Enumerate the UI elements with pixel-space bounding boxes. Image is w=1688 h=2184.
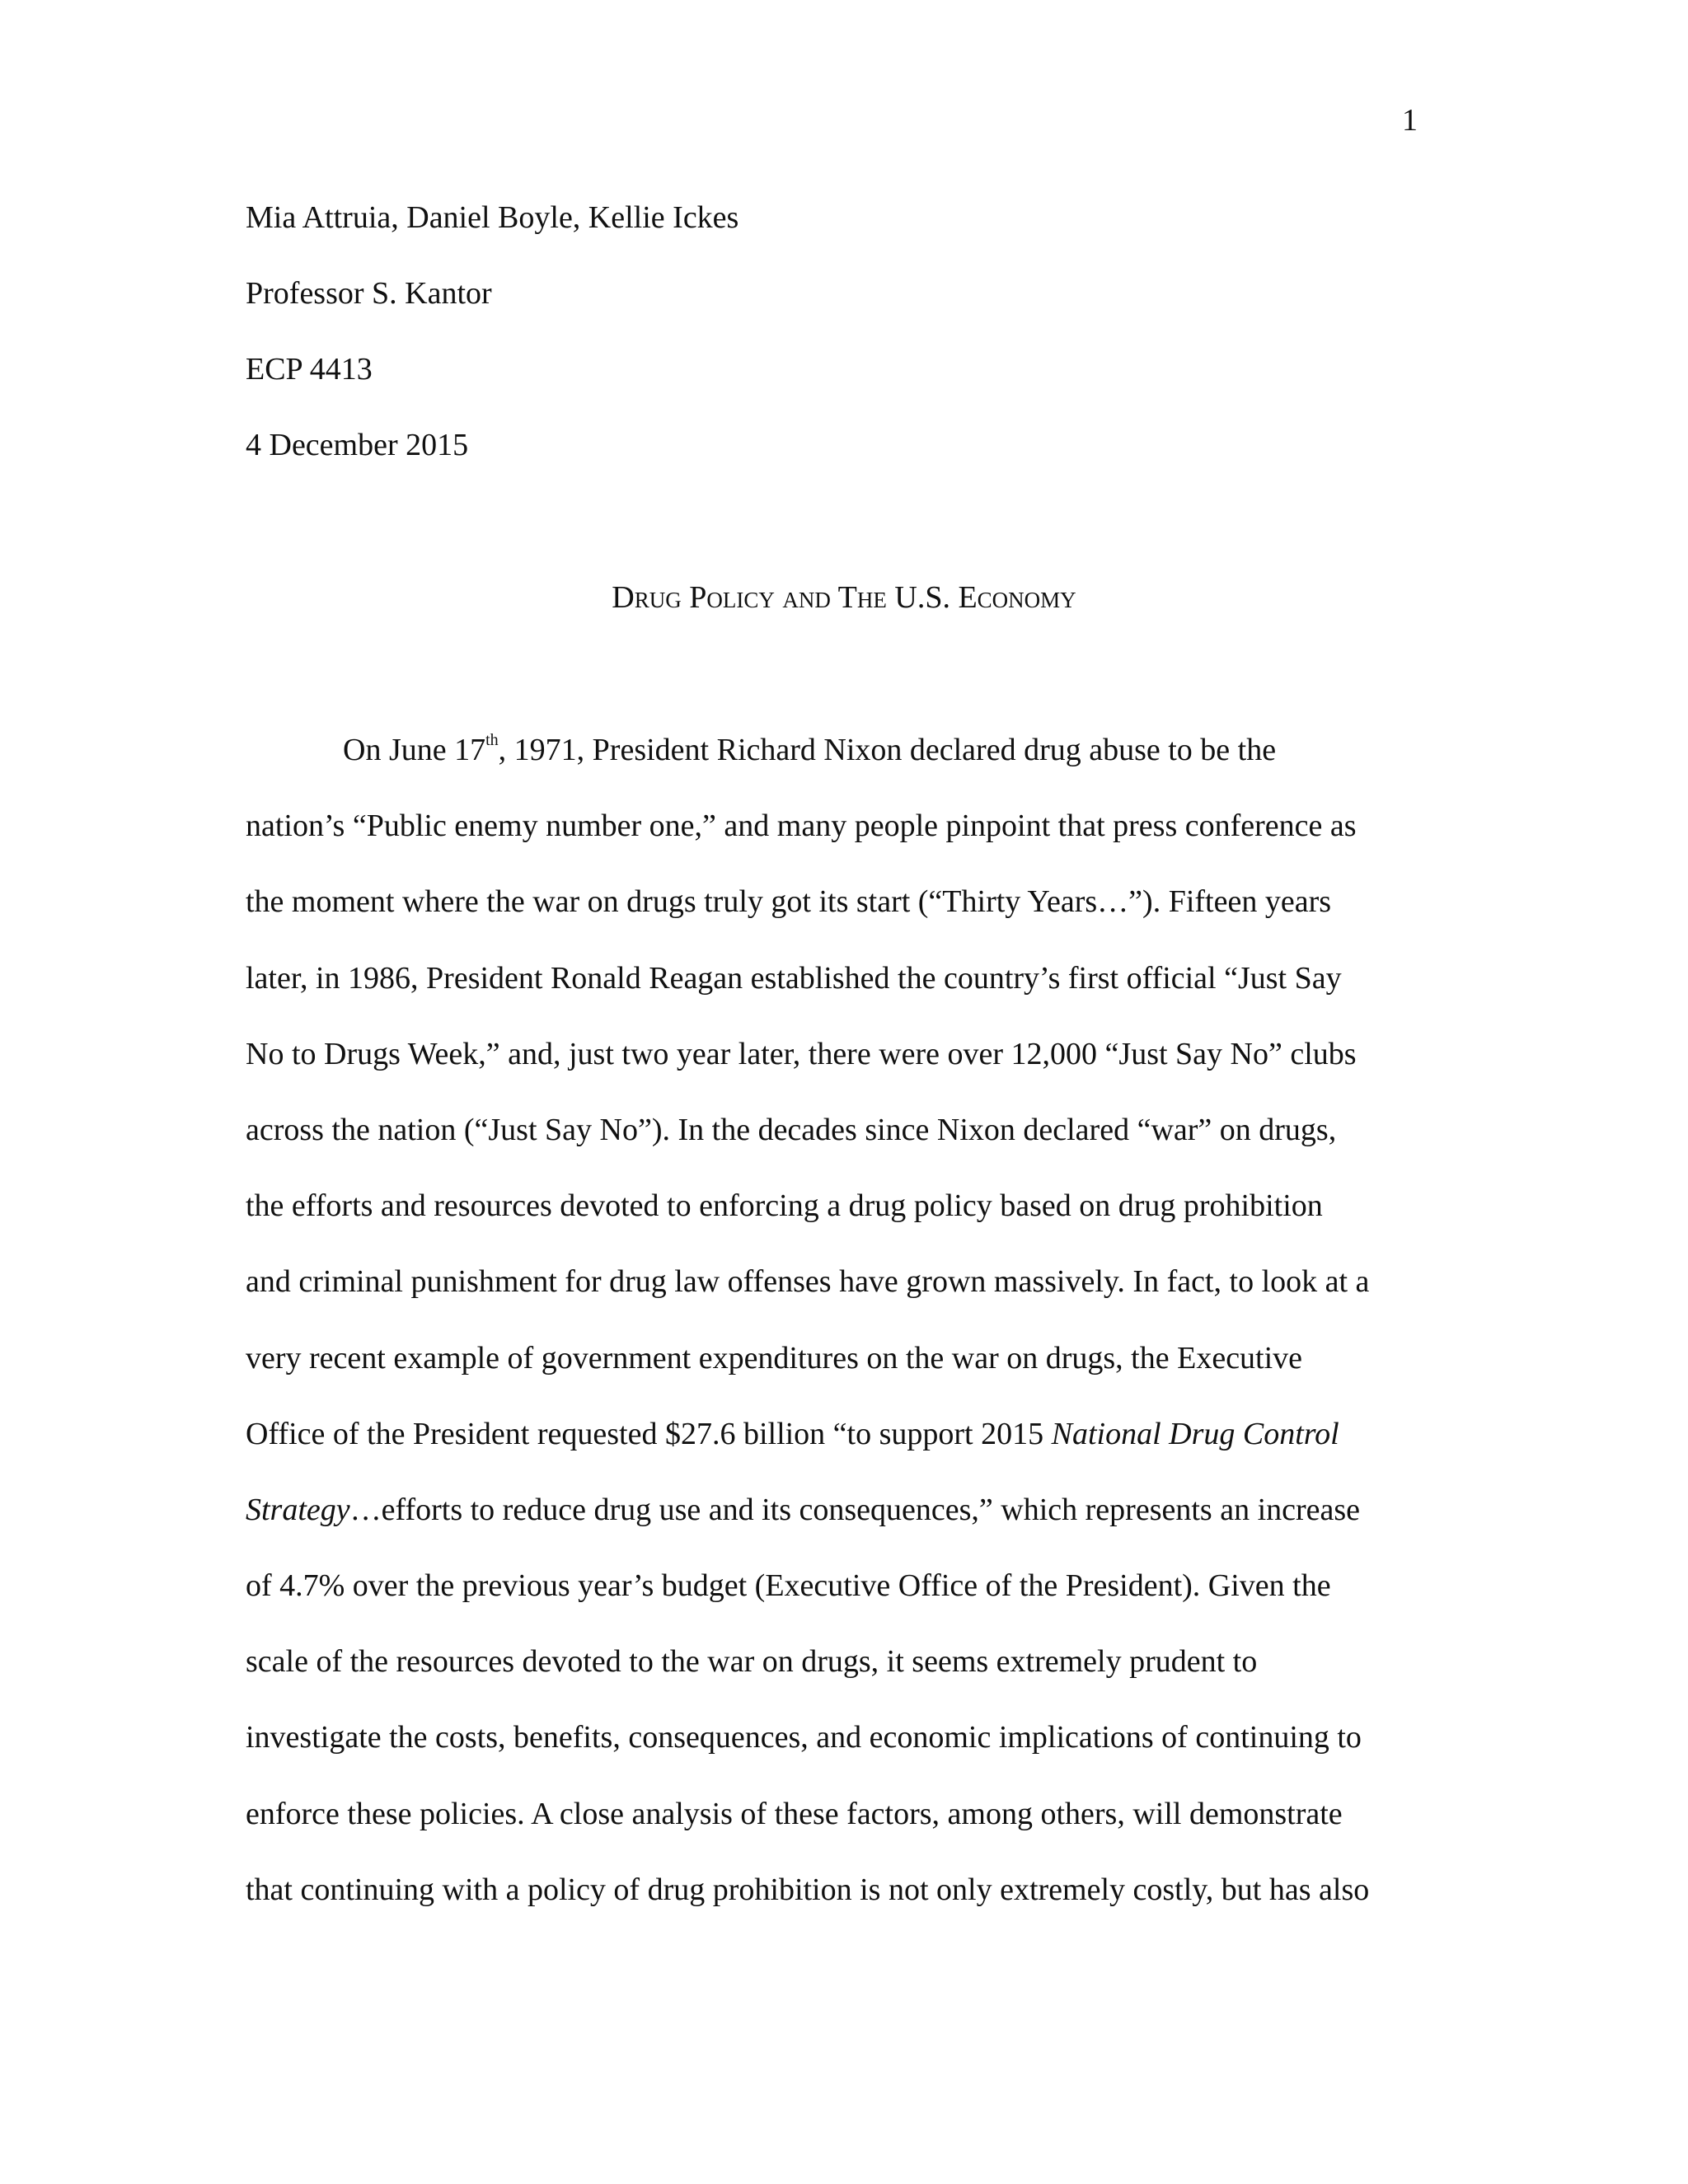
- body-line: and criminal punishment for drug law offenses have grown massively. In fact, to look at a: [246, 1264, 1370, 1300]
- course-line: ECP 4413: [246, 352, 373, 387]
- body-line: investigate the costs, benefits, consequences, and economic implications of continuing to: [246, 1720, 1362, 1755]
- body-line: enforce these policies. A close analysis of these factors, among others, will demonstrate: [246, 1796, 1343, 1831]
- body-line: that continuing with a policy of drug prohibition is not only extremely costly, but has also: [246, 1872, 1370, 1907]
- italic-title: National Drug Control: [1051, 1416, 1339, 1451]
- body-line: No to Drugs Week,” and, just two year later, there were over 12,000 “Just Say No” clubs: [246, 1036, 1357, 1071]
- paper-title: Drug Policy and The U.S. Economy: [612, 580, 1076, 615]
- italic-title: Strategy: [246, 1492, 350, 1527]
- professor-line: Professor S. Kantor: [246, 276, 492, 311]
- body-line: scale of the resources devoted to the war on drugs, it seems extremely prudent to: [246, 1644, 1258, 1680]
- body-line: the efforts and resources devoted to enforcing a drug policy based on drug prohibition: [246, 1188, 1323, 1224]
- body-paragraph: [246, 723, 1449, 1938]
- page-number: 1: [1402, 103, 1418, 138]
- authors-line: Mia Attruia, Daniel Boyle, Kellie Ickes: [246, 200, 739, 235]
- body-text-segment: Office of the President requested $27.6 billion “to support 2015: [246, 1416, 1052, 1451]
- body-line: [246, 1407, 1449, 1483]
- body-line: later, in 1986, President Ronald Reagan established the country’s first official “Just Say: [246, 960, 1342, 996]
- body-line: the moment where the war on drugs truly got its start (“Thirty Years…”). Fifteen years: [246, 884, 1332, 920]
- body-text-segment: , 1971, President Richard Nixon declared drug abuse to be the: [498, 733, 1277, 767]
- body-line: nation’s “Public enemy number one,” and many people pinpoint that press conference as: [246, 808, 1357, 844]
- body-text-segment: On June 17: [343, 733, 486, 767]
- ordinal-superscript: th: [485, 731, 499, 749]
- body-line: very recent example of government expenditures on the war on drugs, the Executive: [246, 1340, 1303, 1376]
- body-line: [246, 723, 1449, 799]
- date-line: 4 December 2015: [246, 428, 469, 462]
- heading-block: [246, 194, 738, 498]
- body-line: of 4.7% over the previous year’s budget (Executive Office of the President). Given the: [246, 1568, 1331, 1604]
- body-text-segment: …efforts to reduce drug use and its consequences,” which represents an increase: [349, 1492, 1361, 1527]
- body-line: [246, 1483, 1449, 1558]
- body-line: across the nation (“Just Say No”). In the decades since Nixon declared “war” on drugs,: [246, 1112, 1337, 1147]
